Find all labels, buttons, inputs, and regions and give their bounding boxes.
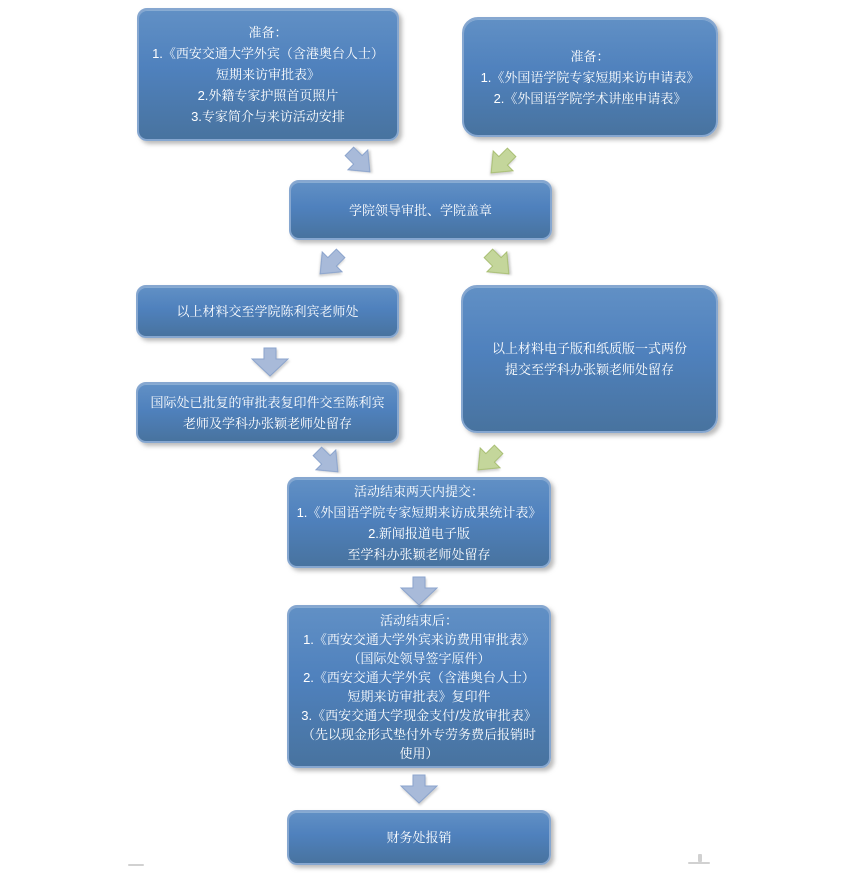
box-text-line: 1.《外国语学院专家短期来访成果统计表》	[296, 504, 542, 520]
scan-artifact	[128, 864, 144, 866]
box-submit-to-zhang	[461, 285, 718, 433]
box-text-line: 短期来访审批表》复印件	[347, 688, 491, 704]
box-submit-to-chen	[136, 285, 399, 338]
box-text-line: 1.《西安交通大学外宾来访费用审批表》	[303, 631, 535, 647]
box-text-line: 2.《外国语学院学术讲座申请表》	[493, 90, 687, 106]
box-after-two-days	[287, 477, 551, 568]
arrow-down-right-icon	[336, 138, 384, 186]
arrow-down-icon	[397, 576, 441, 606]
box-text-line: 提交至学科办张颖老师处留存	[504, 362, 674, 377]
box-text-line: 3.《西安交通大学现金支付/发放审批表》	[301, 707, 537, 723]
box-text-line: 国际处已批复的审批表复印件交至陈利宾	[150, 394, 385, 410]
box-text-line: 财务处报销	[386, 830, 452, 845]
box-copy-archive	[136, 382, 399, 443]
box-text-line: 准备：	[248, 25, 288, 40]
box-text-line: 2.新闻报道电子版	[368, 525, 470, 541]
arrow-down-right-icon	[475, 240, 523, 288]
box-prepare-left	[137, 8, 399, 141]
box-text-line: 使用）	[399, 745, 439, 761]
box-text-line: 至学科办张颖老师处留存	[347, 546, 491, 562]
box-finance-reimbursement	[287, 810, 551, 865]
box-college-approval	[289, 180, 552, 240]
box-text-line: 1.《西安交通大学外宾（含港奥台人士）	[152, 46, 384, 61]
scan-artifact	[688, 862, 710, 864]
arrow-down-left-icon	[306, 240, 354, 288]
box-text-line: 学院领导审批、学院盖章	[348, 202, 492, 218]
box-text-line: 2.外籍专家护照首页照片	[197, 88, 339, 103]
box-after-activity	[287, 605, 551, 768]
box-text-line: （国际处领导签字原件）	[347, 650, 491, 666]
box-text-line: 以上材料交至学院陈利宾老师处	[176, 304, 359, 319]
box-prepare-right	[462, 17, 718, 137]
box-text-line: 1.《外国语学院专家短期来访申请表》	[480, 69, 700, 85]
arrow-down-icon	[248, 347, 292, 377]
arrow-down-icon	[397, 774, 441, 804]
box-text-line: 活动结束后：	[379, 612, 458, 628]
box-text-line: 短期来访审批表》	[215, 67, 320, 82]
scan-artifact	[698, 854, 702, 862]
box-text-line: 活动结束两天内提交：	[353, 483, 484, 499]
box-text-line: 以上材料电子版和纸质版一式两份	[491, 341, 687, 356]
box-text-line: 2.《西安交通大学外宾（含港奥台人士）	[303, 669, 535, 685]
box-text-line: 老师及学科办张颖老师处留存	[182, 415, 352, 431]
box-text-line: 准备：	[570, 48, 610, 64]
box-text-line: 3.专家简介与来访活动安排	[191, 109, 345, 124]
box-text-line: （先以现金形式垫付外专劳务费后报销时	[301, 726, 536, 742]
